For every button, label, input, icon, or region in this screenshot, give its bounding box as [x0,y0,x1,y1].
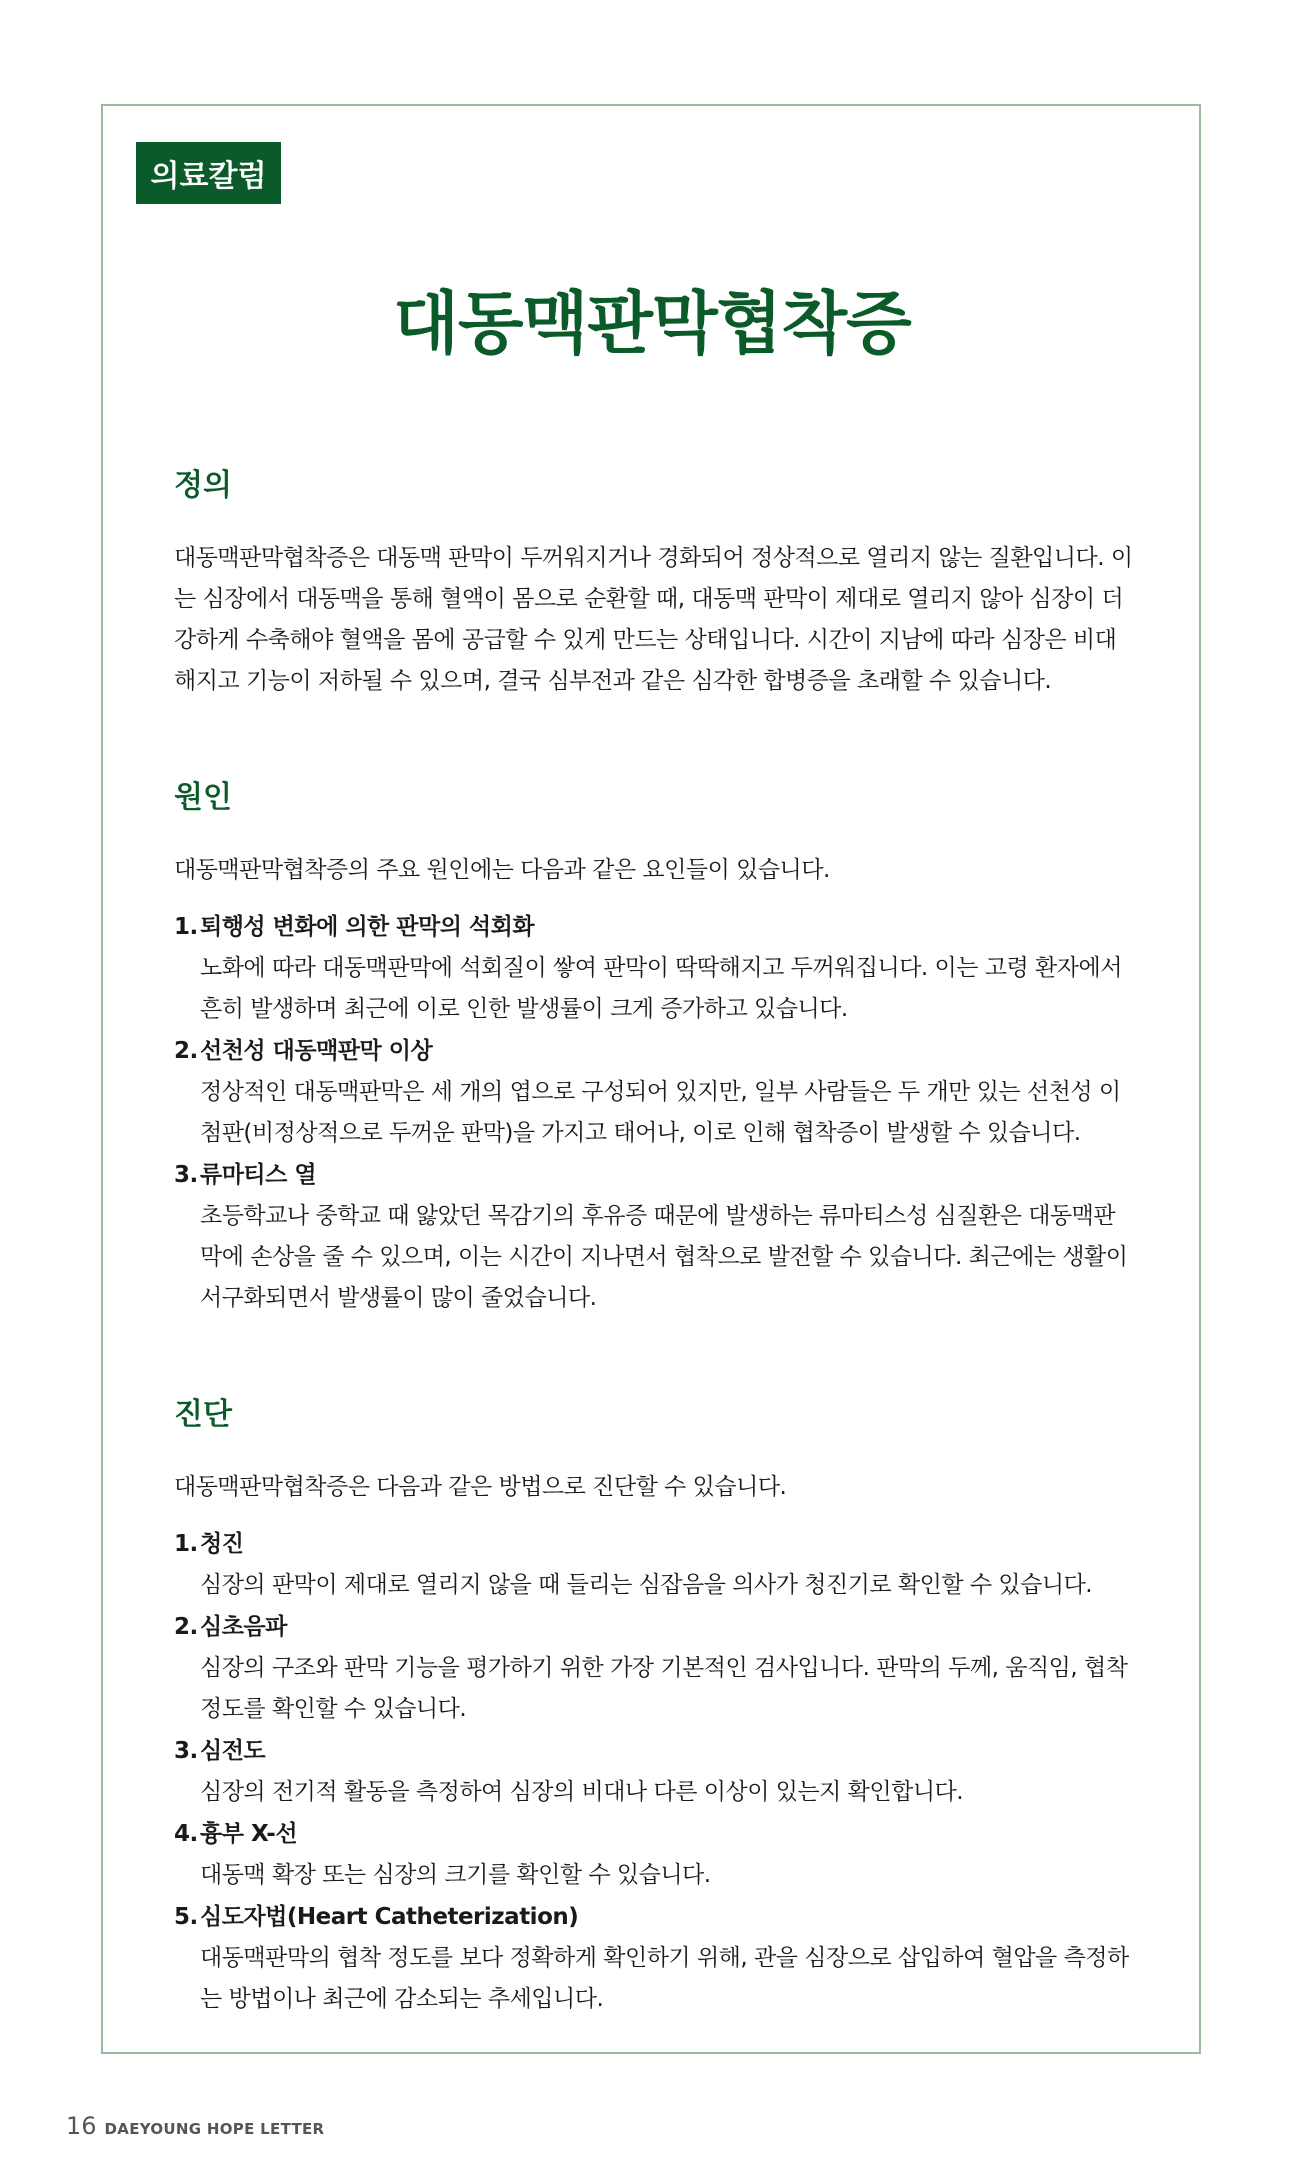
section-heading: 원인 [174,780,232,815]
article-body [174,460,1134,2090]
list-item [174,1607,1134,1730]
item-title: 선천성 대동맥판막 이상 [200,1038,433,1064]
item-number: 3. [174,1162,198,1188]
item-body: 노화에 따라 대동맥판막에 석회질이 쌓여 판막이 딱딱해지고 두꺼워집니다. 이는 고령 환자에서 흔히 발생하며 최근에 이로 인한 발생률이 크게 증가하고 있습니다. [200,955,1122,1022]
item-number: 2. [174,1614,198,1640]
item-title: 퇴행성 변화에 의한 판막의 석회화 [200,914,535,940]
page-number: 16 [66,2112,97,2140]
list-item [174,1897,1134,2020]
item-body: 심장의 판막이 제대로 열리지 않을 때 들리는 심잡음을 의사가 청진기로 확인할 수 있습니다. [200,1572,1093,1598]
category-badge: 의료칼럼 [136,142,281,204]
item-body: 대동맥판막의 협착 정도를 보다 정확하게 확인하기 위해, 관을 심장으로 삽입하여 혈압을 측정하는 방법이나 최근에 감소되는 추세입니다. [200,1945,1129,2012]
diagnosis-list [174,1524,1134,2020]
item-body: 초등학교나 중학교 때 앓았던 목감기의 후유증 때문에 발생하는 류마티스성 심질환은 대동맥판막에 손상을 줄 수 있으며, 이는 시간이 지나면서 협착으로 발전할 수 있습니다. 최근에는 생활이 서구화되면서 발생률이 많이 줄었습니다. [200,1203,1128,1311]
item-number: 1. [174,914,198,940]
page-title: 대동맥판막협착증 [393,285,911,364]
item-number: 5. [174,1904,198,1930]
item-title: 심초음파 [200,1614,287,1640]
section-intro: 대동맥판막협착증의 주요 원인에는 다음과 같은 요인들이 있습니다. [174,857,830,883]
list-item [174,907,1134,1030]
item-title: 심전도 [200,1738,266,1764]
item-number: 1. [174,1531,198,1557]
item-body: 정상적인 대동맥판막은 세 개의 엽으로 구성되어 있지만, 일부 사람들은 두 개만 있는 선천성 이첨판(비정상적으로 두꺼운 판막)을 가지고 태어나, 이로 인해 협착증이 발생할 수 있습니다. [200,1079,1121,1146]
section-causes [174,772,1134,1319]
section-intro: 대동맥판막협착증은 다음과 같은 방법으로 진단할 수 있습니다. [174,1474,787,1500]
item-body: 대동맥 확장 또는 심장의 크기를 확인할 수 있습니다. [200,1862,711,1888]
item-title: 청진 [200,1531,244,1557]
section-heading: 정의 [174,468,232,503]
list-item [174,1031,1134,1154]
item-title: 류마티스 열 [200,1162,317,1188]
section-definition [174,460,1134,702]
section-diagnosis [174,1389,1134,2020]
item-body: 심장의 구조와 판막 기능을 평가하기 위한 가장 기본적인 검사입니다. 판막의 두께, 움직임, 협착 정도를 확인할 수 있습니다. [200,1655,1128,1722]
item-body: 심장의 전기적 활동을 측정하여 심장의 비대나 다른 이상이 있는지 확인합니다. [200,1779,964,1805]
section-heading: 진단 [174,1397,232,1432]
list-item [174,1731,1134,1813]
section-paragraph: 대동맥판막협착증은 대동맥 판막이 두꺼워지거나 경화되어 정상적으로 열리지 않는 질환입니다. 이는 심장에서 대동맥을 통해 혈액이 몸으로 순환할 때, 대동맥 판막이 제대로 열리지 않아 심장이 더 강하게 수축해야 혈액을 몸에 공급할 수 있게 만드는 상태입니다. 시간이 지남에 따라 심장은 비대해지고 기능이 저하될 수 있으며, 결국 심부전과 같은 심각한 합병증을 초래할 수 있습니다. [174,545,1133,694]
publication-name: DAEYOUNG HOPE LETTER [104,2120,325,2138]
item-number: 2. [174,1038,198,1064]
item-number: 4. [174,1821,198,1847]
item-title: 흉부 X-선 [200,1821,298,1847]
list-item [174,1524,1134,1606]
item-number: 3. [174,1738,198,1764]
list-item [174,1814,1134,1896]
cause-list [174,907,1134,1319]
page-footer [66,2112,324,2140]
list-item [174,1155,1134,1319]
item-title: 심도자법(Heart Catheterization) [200,1904,579,1930]
